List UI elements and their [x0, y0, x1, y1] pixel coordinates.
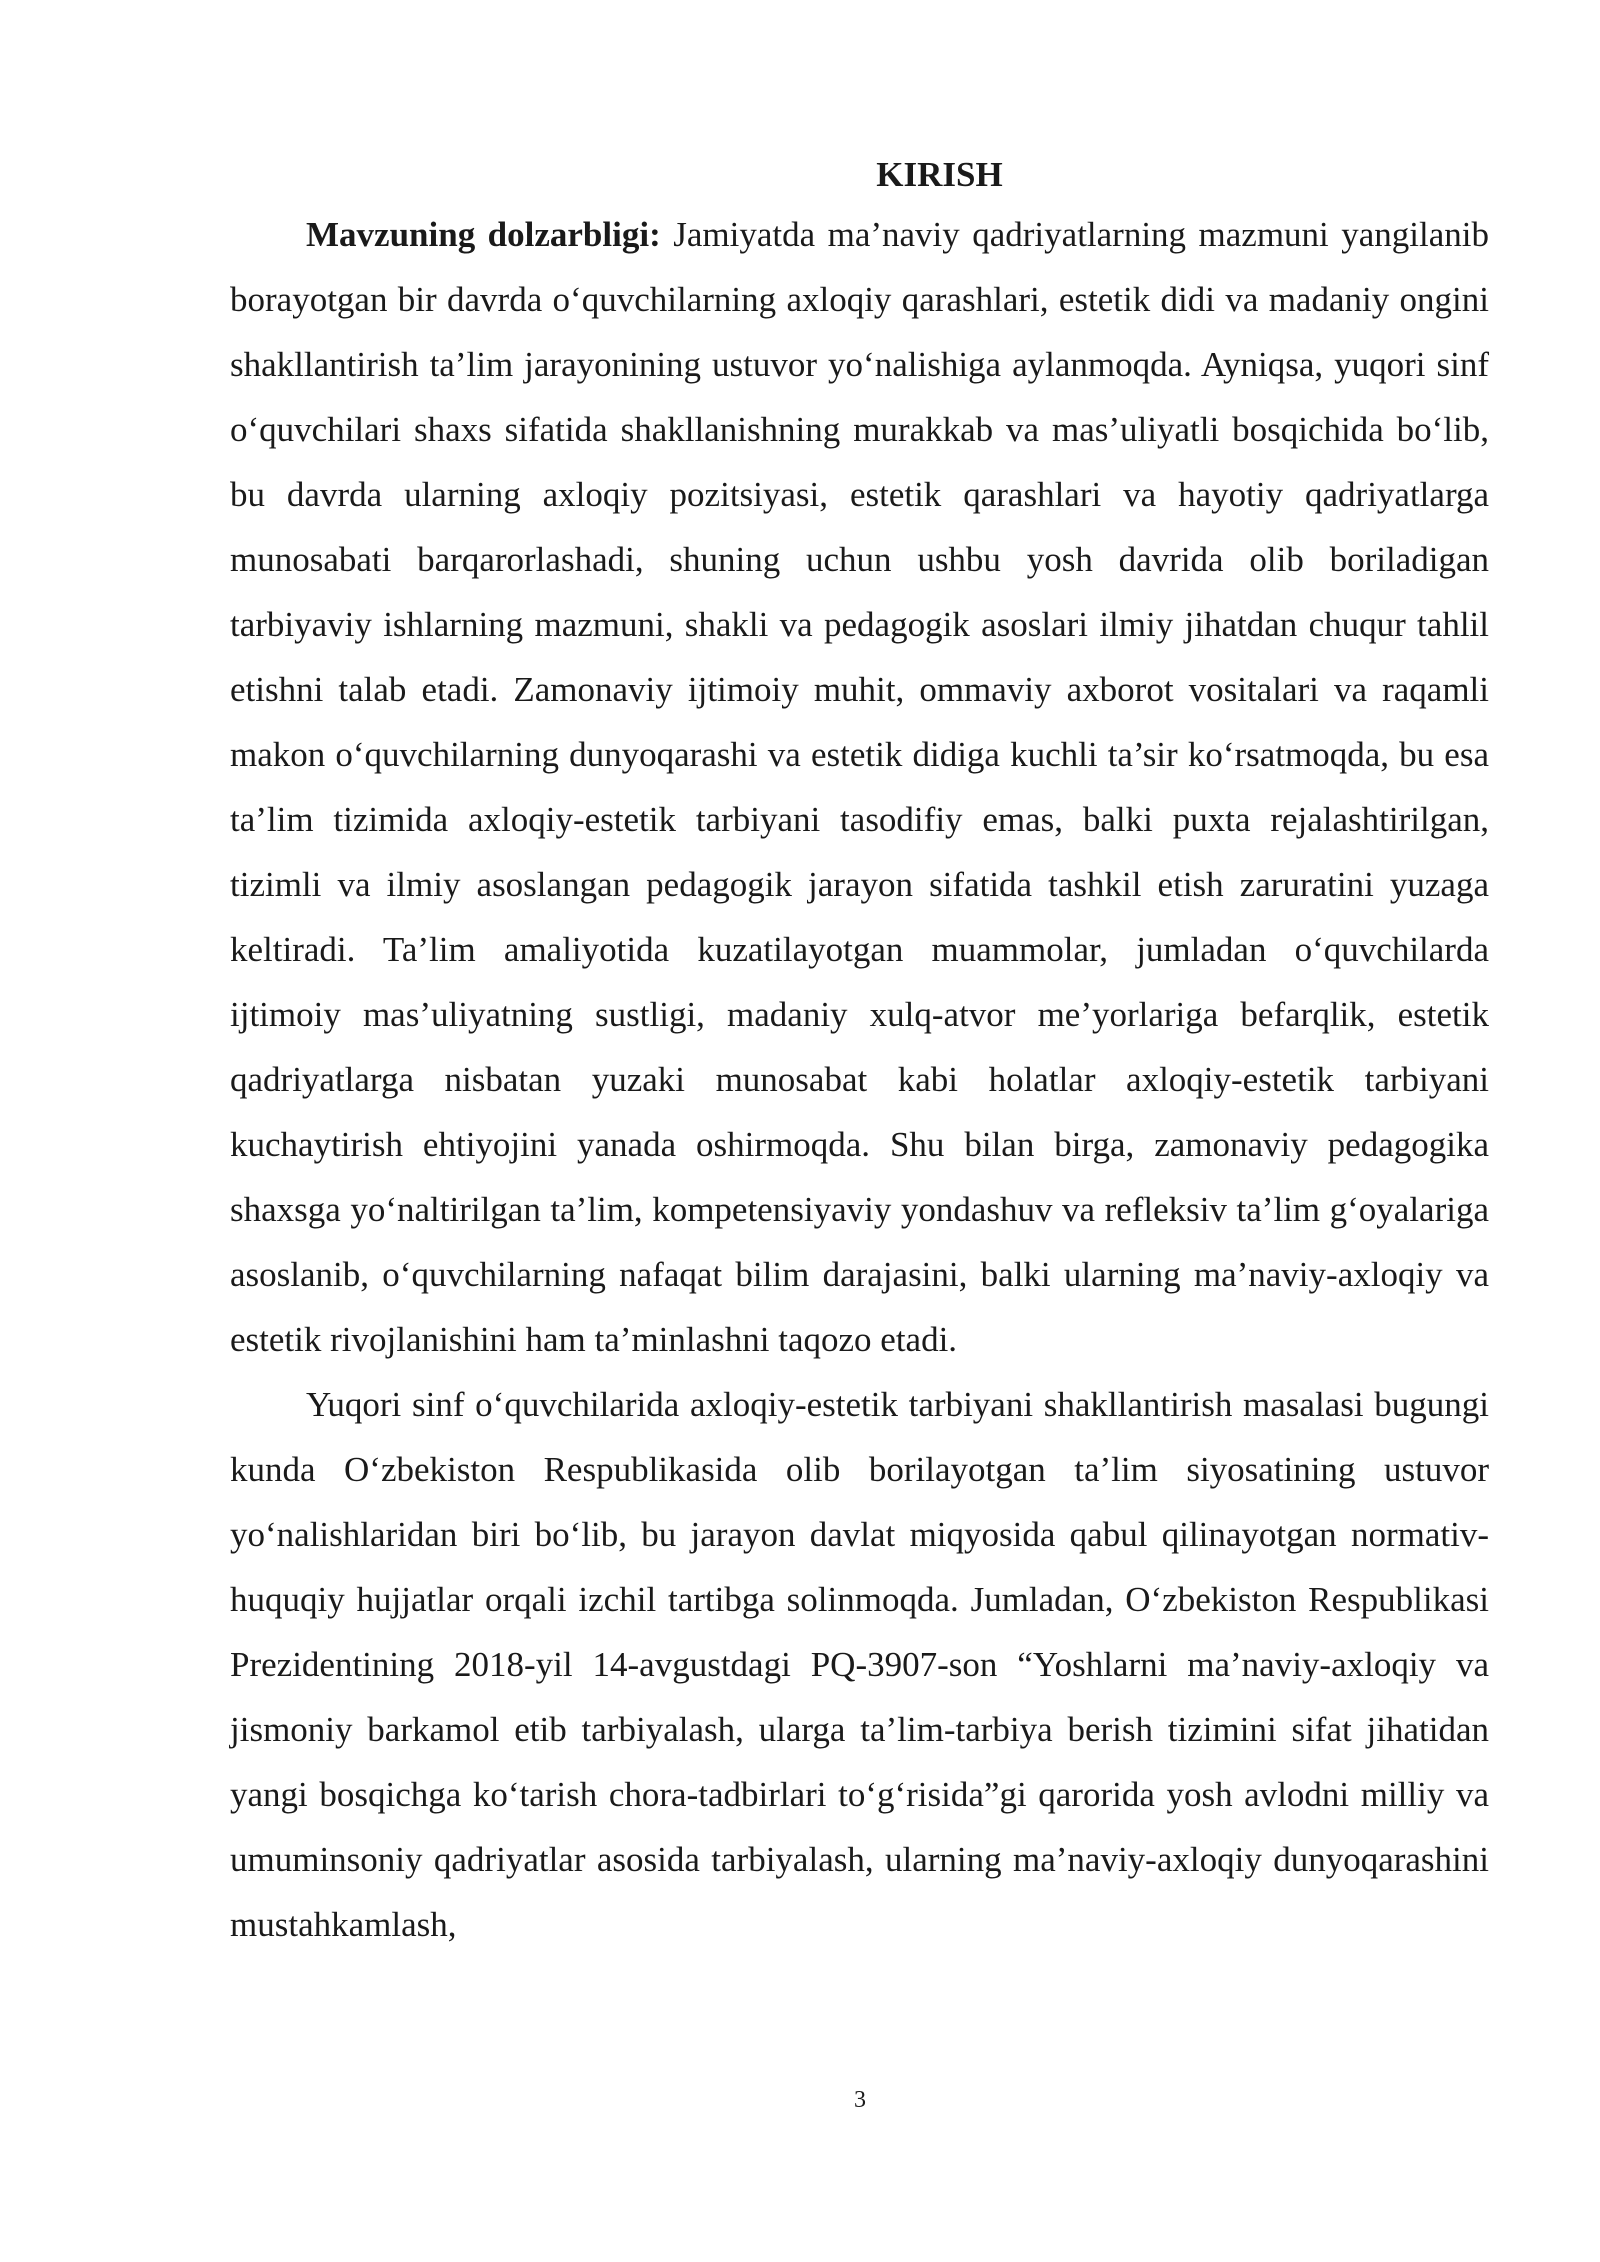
paragraph-policy: Yuqori sinf o‘quvchilarida axloqiy-estetik tarbiyani shakllantirish masalasi bugungi kunda O‘zbekiston Respublikasida olib borilayotgan ta’lim siyosatining ustuvor yo‘nalishlaridan biri bo‘lib, bu jarayon davlat miqyosida qabul qilinayotgan normativ-huquqiy hujjatlar orqali izchil tartibga solinmoqda. Jumladan, O‘zbekiston Respublikasi Prezidentining 2018-yil 14-avgustdagi PQ-3907-son “Yoshlarni ma’naviy-axloqiy va jismoniy barkamol etib tarbiyalash, ularga ta’lim-tarbiya berish tizimini sifat jihatidan yangi bosqichga ko‘tarish chora-tadbirlari to‘g‘risida”gi qarorida yosh avlodni milliy va umuminsoniy qadriyatlar asosida tarbiyalash, ularning ma’naviy-axloqiy dunyoqarashini mustahkamlash,	[230, 1385, 1489, 1944]
page-number: 3	[854, 2087, 866, 2113]
paragraph-lead: Mavzuning dolzarbligi:	[306, 215, 661, 254]
document-body	[230, 148, 1489, 1957]
paragraph-text: Jamiyatda ma’naviy qadriyatlarning mazmuni yangilanib borayotgan bir davrda o‘quvchilarning axloqiy qarashlari, estetik didi va madaniy ongini shakllantirish ta’lim jarayonining ustuvor yo‘nalishiga aylanmoqda. Ayniqsa, yuqori sinf o‘quvchilari shaxs sifatida shakllanishning murakkab va mas’uliyatli bosqichida bo‘lib, bu davrda ularning axloqiy pozitsiyasi, estetik qarashlari va hayotiy qadriyatlarga munosabati barqarorlashadi, shuning uchun ushbu yosh davrida olib boriladigan tarbiyaviy ishlarning mazmuni, shakli va pedagogik asoslari ilmiy jihatdan chuqur tahlil etishni talab etadi. Zamonaviy ijtimoiy muhit, ommaviy axborot vositalari va raqamli makon o‘quvchilarning dunyoqarashi va estetik didiga kuchli ta’sir ko‘rsatmoqda, bu esa ta’lim tizimida axloqiy-estetik tarbiyani tasodifiy emas, balki puxta rejalashtirilgan, tizimli va ilmiy asoslangan pedagogik jarayon sifatida tashkil etish zaruratini yuzaga keltiradi. Ta’lim amaliyotida kuzatilayotgan muammolar, jumladan o‘quvchilarda ijtimoiy mas’uliyatning sustligi, madaniy xulq-atvor me’yorlariga befarqlik, estetik qadriyatlarga nisbatan yuzaki munosabat kabi holatlar axloqiy-estetik tarbiyani kuchaytirish ehtiyojini yanada oshirmoqda. Shu bilan birga, zamonaviy pedagogika shaxsga yo‘naltirilgan ta’lim, kompetensiyaviy yondashuv va refleksiv ta’lim g‘oyalariga asoslanib, o‘quvchilarning nafaqat bilim darajasini, balki ularning ma’naviy-axloqiy va estetik rivojlanishini ham ta’minlashni taqozo etadi.	[230, 215, 1489, 1359]
paragraph-relevance	[230, 202, 1489, 1372]
section-heading: KIRISH	[876, 155, 1003, 194]
